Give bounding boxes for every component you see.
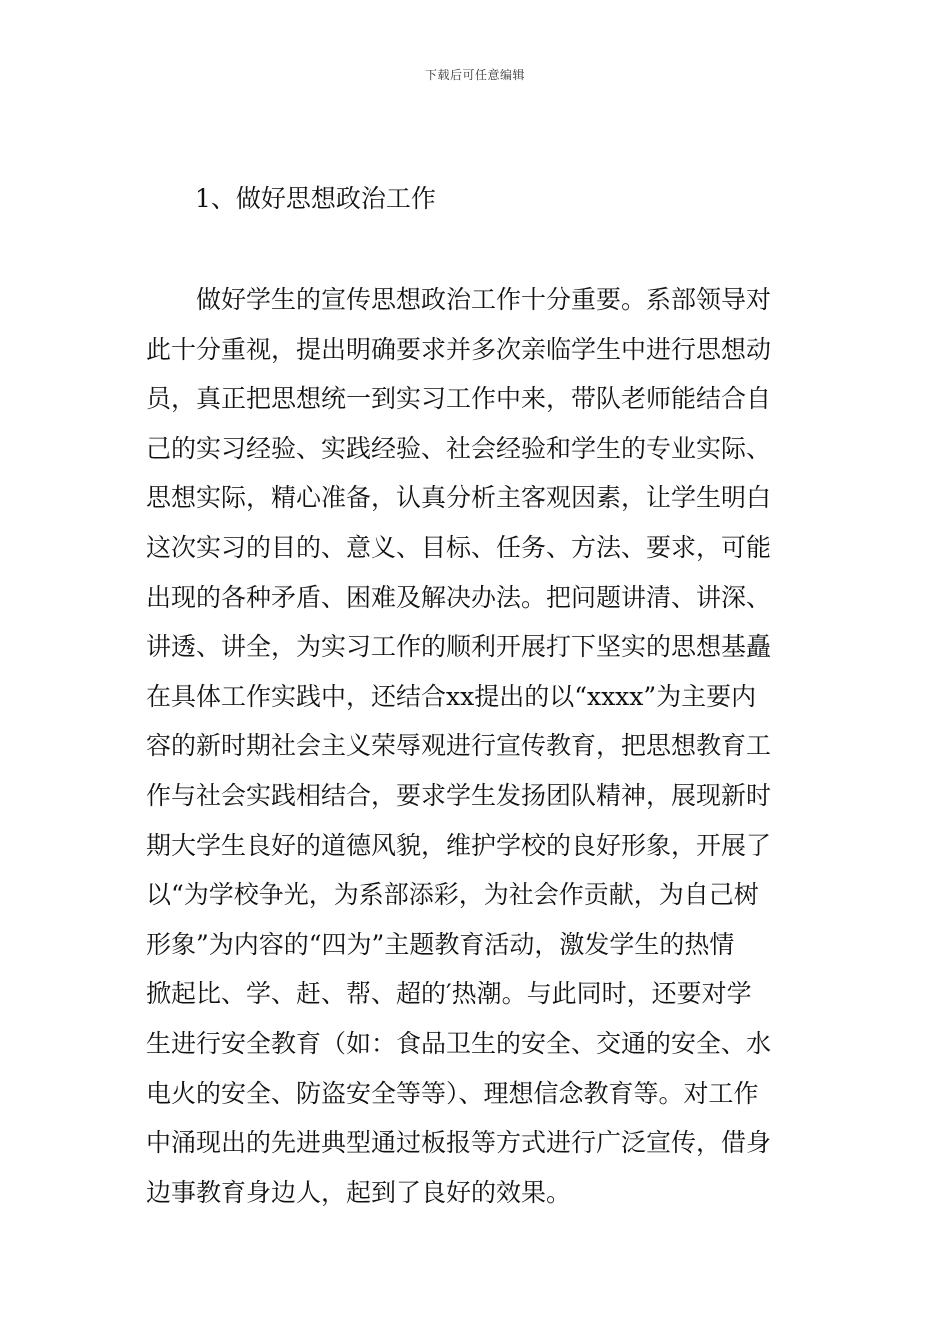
paragraph-line: 这次实习的目的、意义、目标、任务、方法、要求，可能 (146, 532, 772, 562)
page-header-watermark: 下载后可任意编辑 (424, 68, 525, 82)
paragraph-line: 讲透、讲全，为实习工作的顺利开展打下坚实的思想基矗 (146, 632, 772, 662)
body-paragraph (146, 282, 810, 1224)
paragraph-line: 掀起比、学、赶、帮、超的′热潮。与此同时，还要对学 (146, 979, 752, 1009)
paragraph-line: 在具体工作实践中，还结合xx提出的以“xxxx”为主要内 (146, 681, 757, 711)
paragraph-line: 做好学生的宣传思想政治工作十分重要。系部领导对 (196, 285, 772, 314)
paragraph-line: 作与社会实践相结合，要求学生发扬团队精神，展现新时 (146, 780, 772, 810)
paragraph-line: 期大学生良好的道德风貌，维护学校的良好形象，开展了 (146, 830, 772, 860)
paragraph-line: 出现的各种矛盾、困难及解决办法。把问题讲清、讲深、 (146, 582, 772, 612)
paragraph-line: 形象”为内容的“四为”主题教育活动，激发学生的热情 (146, 929, 735, 959)
paragraph-line: 生进行安全教育（如：食品卫生的安全、交通的安全、水 (146, 1028, 772, 1058)
paragraph-line: 边事教育身边人，起到了良好的效果。 (146, 1177, 572, 1207)
paragraph-line: 中涌现出的先进典型通过板报等方式进行广泛宣传，借身 (146, 1128, 772, 1158)
section-heading: 1、做好思想政治工作 (195, 184, 436, 213)
paragraph-line: 思想实际，精心准备，认真分析主客观因素，让学生明白 (146, 483, 772, 513)
paragraph-line: 己的实习经验、实践经验、社会经验和学生的专业实际、 (146, 433, 772, 463)
paragraph-line: 此十分重视，提出明确要求并多次亲临学生中进行思想动 (146, 334, 772, 364)
paragraph-line: 以“为学校争光，为系部添彩，为社会作贡献，为自己树 (146, 880, 759, 910)
paragraph-line: 电火的安全、防盗安全等等）、理想信念教育等。对工作 (146, 1078, 759, 1108)
paragraph-line: 员，真正把思想统一到实习工作中来，带队老师能结合自 (146, 384, 772, 414)
paragraph-line: 容的新时期社会主义荣辱观进行宣传教育，把思想教育工 (146, 731, 772, 761)
